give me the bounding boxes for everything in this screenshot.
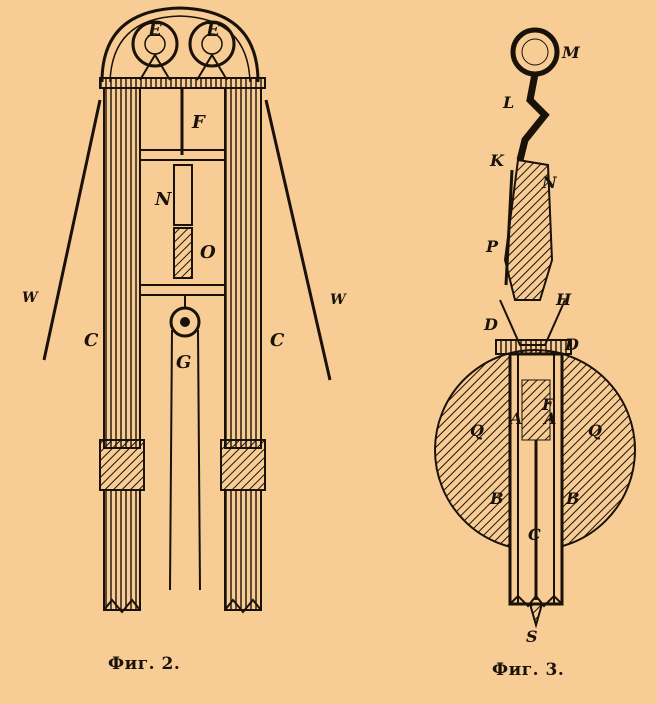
fig2-label-w-left: W <box>22 290 38 306</box>
figure-3-caption: Фиг. 3. <box>492 660 565 680</box>
fig3-label-h: H <box>556 290 572 309</box>
fig3-label-p: P <box>486 237 499 256</box>
fig2-label-w-right: W <box>330 292 346 308</box>
fig3-label-n: N <box>542 173 557 192</box>
fig3-label-q-right: Q <box>588 421 602 440</box>
fig2-label-c-right: C <box>270 330 285 351</box>
fig3-label-a-right: A <box>544 409 557 428</box>
fig3-label-q-left: Q <box>470 421 484 440</box>
fig3-label-s: S <box>526 627 538 646</box>
fig3-label-a-left: A <box>510 409 523 428</box>
fig3-label-c: C <box>528 525 541 544</box>
fig2-label-o: O <box>200 242 216 263</box>
fig2-label-c-left: C <box>84 330 99 351</box>
fig3-label-l: L <box>503 93 515 112</box>
fig2-label-e-left: E <box>148 20 162 41</box>
fig2-top-beam <box>100 78 265 88</box>
fig3-label-d-left: D <box>484 315 498 334</box>
fig3-label-d-right: D <box>565 335 579 354</box>
fig2-column-left <box>100 88 144 612</box>
fig2-guy-wire-left <box>44 100 100 360</box>
fig3-label-b-left: B <box>490 489 504 508</box>
fig3-label-f: F <box>542 395 554 414</box>
fig3-tip-s <box>530 604 542 625</box>
fig2-label-f: F <box>192 112 205 133</box>
fig2-screw-o <box>174 228 192 278</box>
fig3-label-b-right: B <box>566 489 580 508</box>
fig2-label-g: G <box>176 352 192 373</box>
fig2-label-e-right: E <box>206 20 220 41</box>
fig2-drawing <box>44 8 330 612</box>
fig2-screw-n <box>174 165 192 225</box>
figure-2-caption: Фиг. 2. <box>108 654 181 674</box>
fig3-hook-l <box>520 74 545 160</box>
fig2-label-n: N <box>155 189 172 210</box>
fig3-label-k: K <box>490 151 504 170</box>
fig2-column-right <box>221 88 265 612</box>
fig3-label-m: M <box>562 43 580 62</box>
